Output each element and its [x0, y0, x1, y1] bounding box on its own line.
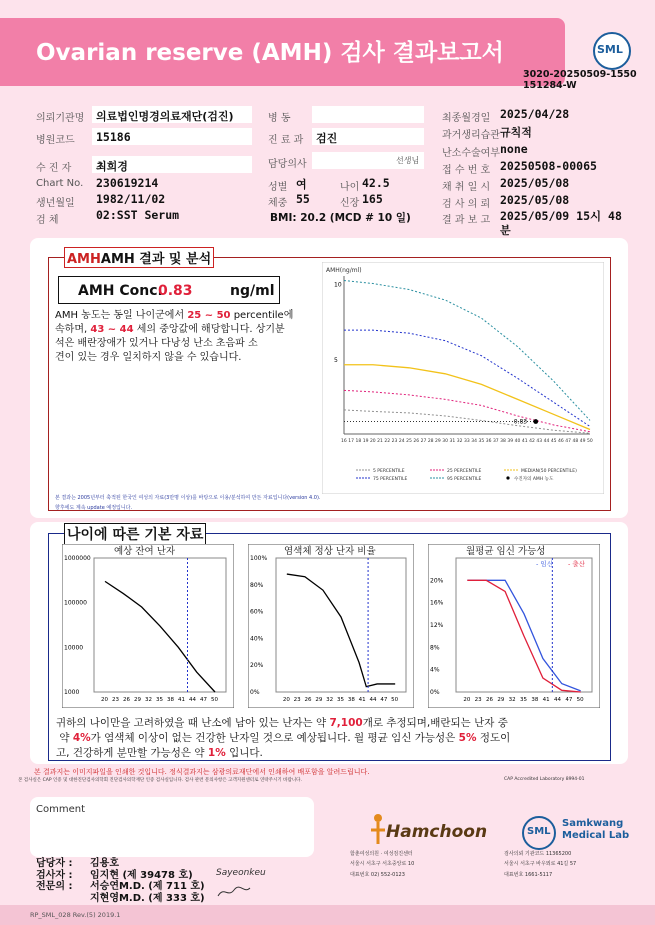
- preg-xtick-38: 38: [531, 697, 539, 703]
- lmp-value: 2025/04/28: [500, 107, 570, 121]
- chrom-xtick-32: 32: [326, 697, 334, 703]
- chrom-ytick-0: 0%: [250, 689, 260, 696]
- eggs-xtick-20: 20: [101, 697, 108, 703]
- specialist-label: 전문의 :: [36, 881, 73, 892]
- preg-xtick-41: 41: [542, 697, 550, 703]
- collect-label: 채 취 일 시: [442, 182, 491, 193]
- eggs-xtick-29: 29: [134, 697, 141, 703]
- amh-xtick-30: 30: [442, 439, 449, 444]
- amh-ytick-10: 10: [334, 281, 342, 289]
- contra-label: 난소수술여부: [442, 148, 500, 159]
- preg-ytick-0: 0%: [430, 689, 440, 696]
- document-number: 3020-20250509-1550 151284-W: [523, 69, 637, 91]
- preg-legend-pregnancy: - 임신: [536, 560, 553, 568]
- eggs-count: 7,100: [329, 717, 363, 729]
- receipt-value: 20250508-00065: [500, 159, 597, 173]
- dob-value: 1982/11/02: [96, 192, 166, 206]
- cycle-value: 규칙적: [500, 126, 532, 139]
- preg-xtick-50: 50: [576, 697, 584, 703]
- amh-xtick-23: 23: [391, 439, 398, 444]
- preg-legend-birth: - 출산: [568, 560, 585, 568]
- eggs-ytick-1: 10000: [64, 644, 84, 652]
- weight-value: 55: [296, 192, 310, 206]
- amh-chart-frame: [322, 262, 604, 494]
- amh-footnote-2: 향후에도 계속 update 예정입니다.: [55, 505, 133, 511]
- sml-footer-logo: SML: [527, 826, 551, 837]
- dob-label: 생년월일: [36, 198, 75, 209]
- chart-no-label: Chart No.: [36, 178, 84, 189]
- preg-xtick-23: 23: [474, 697, 482, 703]
- amh-xtick-16: 16: [341, 439, 347, 444]
- specimen-value: 02:SST Serum: [96, 208, 180, 222]
- chrom-xtick-35: 35: [337, 697, 344, 703]
- chrom-xtick-44: 44: [369, 697, 377, 703]
- manager-value: 김용호: [90, 858, 119, 869]
- amh-xtick-43: 43: [536, 439, 543, 444]
- preg-ytick-3: 12%: [430, 622, 444, 629]
- preg-xtick-29: 29: [497, 697, 505, 703]
- amh-xtick-19: 19: [362, 439, 369, 444]
- hamchoon-logo: Hamchoon: [386, 822, 488, 842]
- amh-xtick-49: 49: [579, 439, 586, 444]
- hospital-code-value: 15186: [96, 130, 131, 144]
- chrom-xtick-26: 26: [304, 697, 312, 703]
- basic-summary: 귀하의 나이만을 고려하였을 때 난소에 남아 있는 난자는 약 7,100개로 추정되며,배란되는 난자 중 약 4%가 염색체 이상이 없는 건강한 난자일 것으로 예상됩니다. 월 평균 임신 가능성은 5% 정도이 고, 건강하게 분만할 가능성은 약 1% 입니다.: [56, 717, 511, 759]
- height-value: 165: [362, 192, 383, 206]
- pregnancy-chance-chart: [428, 544, 600, 708]
- age-value: 42.5: [362, 176, 390, 190]
- amh-xtick-41: 41: [521, 439, 528, 444]
- eggs-ytick-0: 1000: [64, 689, 80, 696]
- ward-box: [312, 106, 424, 123]
- preg-xtick-26: 26: [486, 697, 493, 703]
- preg-xtick-20: 20: [463, 697, 471, 703]
- amh-xtick-42: 42: [529, 439, 535, 444]
- doctor-suffix: 선생님: [396, 156, 420, 165]
- amh-xtick-50: 50: [587, 439, 593, 444]
- eggs-frame: [62, 544, 234, 708]
- weight-label: 체중: [268, 198, 288, 209]
- accreditation-notice: 본 검사실은 CAP 인증 및 대한진단검사의학회 진단검사의학재단 인증 검사실입니다. 검사 관련 문의사항은 고객지원센터로 연락주시기 바랍니다.: [18, 778, 302, 783]
- amh-xtick-40: 40: [514, 439, 521, 444]
- receipt-label: 접 수 번 호: [442, 165, 491, 176]
- amh-footnote-1: 본 결과는 2005년부터 축적된 한국인 여성의 자료(3만명 이상)를 바탕으로 이용/분석하여 만든 자료입니다(version 4.0).: [55, 495, 321, 501]
- amh-xtick-38: 38: [500, 439, 506, 444]
- amh-xtick-37: 37: [492, 439, 499, 444]
- amh-xtick-44: 44: [543, 439, 550, 444]
- preg-xtick-32: 32: [508, 697, 516, 703]
- report-value-cont: 분: [500, 224, 511, 237]
- sml-line-3: 대표번호 1661-5117: [504, 872, 553, 878]
- amh-xtick-31: 31: [449, 439, 456, 444]
- amh-legend-marker: 수진자의 AMH 농도: [514, 477, 554, 482]
- signature-scribble-icon: [214, 884, 254, 900]
- amh-percentile-chart: [322, 262, 604, 494]
- eggs-xtick-26: 26: [123, 697, 130, 703]
- preg-frame: [428, 544, 600, 708]
- form-number: RP_SML_028 Rev.(5) 2019.1: [30, 911, 121, 919]
- amh-xtick-20: 20: [369, 439, 376, 444]
- age-label: 나이: [340, 182, 360, 193]
- test-value: 2025/05/08: [500, 193, 570, 207]
- amh-conc-unit: ng/ml: [230, 283, 275, 299]
- chrom-ytick-5: 100%: [250, 555, 268, 562]
- chrom-xtick-23: 23: [293, 697, 301, 703]
- birth-pct: 1%: [207, 747, 226, 759]
- amh-xtick-29: 29: [435, 439, 441, 444]
- tester-value: 임지현 (제 39478 호): [90, 870, 193, 881]
- cycle-label: 과거생리습관: [442, 130, 500, 141]
- eggs-xtick-41: 41: [178, 697, 185, 703]
- amh-ytick-5: 5: [334, 356, 338, 364]
- sex-value: 여: [296, 178, 307, 191]
- hamchoon-line-3: 대표번호 02) 552-0123: [350, 872, 405, 878]
- specimen-label: 검 체: [36, 215, 59, 226]
- amh-xtick-48: 48: [572, 439, 579, 444]
- amh-marker-point: [533, 419, 538, 424]
- preg-title: 월평균 임신 가능성: [466, 546, 546, 557]
- preg-ytick-4: 16%: [430, 599, 444, 607]
- sml-line-2: 서울시 서초구 바우뫼로 41길 57: [504, 861, 577, 867]
- ward-label: 병 동: [268, 113, 291, 124]
- amh-legend-0: 5 PERCENTILE: [373, 469, 405, 474]
- percentile-range: 25 ~ 50: [187, 310, 231, 321]
- institution-value: 의료법인명경의료재단(검진): [96, 110, 234, 123]
- eggs-xtick-50: 50: [211, 697, 218, 703]
- chrom-xtick-50: 50: [391, 697, 399, 703]
- sml-line-1: 검사의뢰 기관코드 11365200: [504, 851, 572, 857]
- amh-xtick-28: 28: [427, 439, 434, 444]
- eggs-xtick-35: 35: [156, 697, 163, 703]
- hamchoon-line-2: 서울시 서초구 서초중앙로 10: [350, 861, 415, 867]
- collect-value: 2025/05/08: [500, 176, 570, 190]
- normal-egg-ratio-chart: [248, 544, 414, 708]
- amh-xtick-18: 18: [355, 439, 362, 444]
- amh-conc-value: 0.83: [158, 283, 193, 299]
- chrom-xtick-41: 41: [358, 697, 366, 703]
- recipient-label: 수 진 자: [36, 163, 72, 174]
- test-label: 검 사 의 뢰: [442, 199, 491, 210]
- amh-xtick-32: 32: [456, 439, 463, 444]
- amh-conc-label: AMH Conc.: [78, 283, 163, 299]
- amh-xtick-33: 33: [464, 439, 470, 444]
- amh-xtick-25: 25: [406, 439, 412, 444]
- amh-xtick-17: 17: [348, 439, 354, 444]
- eggs-xtick-44: 44: [189, 697, 196, 703]
- preg-pct: 5%: [458, 732, 477, 744]
- amh-xtick-46: 46: [558, 439, 564, 444]
- chrom-xtick-38: 38: [347, 697, 355, 703]
- hospital-code-label: 병원코드: [36, 135, 75, 146]
- tester-label: 검사자 :: [36, 870, 73, 881]
- chrom-xtick-20: 20: [282, 697, 290, 703]
- chrom-ytick-2: 40%: [250, 635, 264, 643]
- eggs-title: 예상 잔여 난자: [114, 546, 176, 557]
- chrom-xtick-29: 29: [315, 697, 323, 703]
- contra-value: none: [500, 142, 528, 156]
- eggs-xtick-32: 32: [145, 697, 152, 703]
- dept-label: 진 료 과: [268, 135, 304, 146]
- cap-label: CAP Accredited Laboratory 8994-01: [504, 777, 585, 782]
- chrom-ytick-3: 60%: [250, 608, 264, 616]
- basic-section-title: 나이에 따른 기본 자료: [64, 523, 206, 545]
- signature: Sayeonkeu: [216, 868, 266, 878]
- comment-label: Comment: [36, 804, 85, 815]
- amh-xtick-45: 45: [550, 439, 557, 444]
- remaining-eggs-chart: [62, 544, 234, 708]
- amh-xtick-26: 26: [413, 439, 420, 444]
- eggs-xtick-23: 23: [112, 697, 119, 703]
- eggs-ytick-2: 100000: [64, 599, 87, 607]
- institution-label: 의뢰기관명: [36, 113, 85, 124]
- hamchoon-line-1: 함춘여성의원 · 여성검진센터: [350, 851, 413, 857]
- hamchoon-figure-icon: [368, 812, 388, 846]
- amh-marker-label: 0.83: [513, 418, 528, 426]
- amh-legend-3: 75 PERCENTILE: [373, 477, 408, 482]
- amh-xtick-47: 47: [565, 439, 572, 444]
- eggs-ytick-3: 1000000: [64, 555, 91, 562]
- amh-xtick-36: 36: [485, 439, 492, 444]
- lmp-label: 최종월경일: [442, 113, 491, 124]
- specialist-value-1: 서승연M.D. (제 711 호): [90, 881, 205, 892]
- preg-xtick-35: 35: [520, 697, 527, 703]
- preg-ytick-5: 20%: [430, 577, 444, 585]
- age-range: 43 ~ 44: [90, 324, 134, 335]
- dept-value: 검진: [316, 132, 338, 145]
- manager-label: 담당자 :: [36, 858, 73, 869]
- chrom-ytick-1: 20%: [250, 662, 264, 670]
- height-label: 신장: [340, 198, 360, 209]
- amh-xtick-22: 22: [384, 439, 391, 444]
- report-value: 2025/05/09 15시 48: [500, 209, 622, 223]
- print-notice: 본 결과지는 이미지파일을 인쇄한 것입니다. 정식결과지는 삼광의료재단에서 인쇄하여 배포함을 알려드립니다.: [34, 768, 370, 776]
- bmi-text: BMI: 20.2 (MCD # 10 일): [270, 212, 411, 224]
- preg-xtick-47: 47: [565, 697, 573, 703]
- specialist-value-2: 지현영M.D. (제 333 호): [90, 893, 205, 904]
- recipient-value: 최희경: [96, 160, 128, 173]
- eggs-xtick-47: 47: [200, 697, 207, 703]
- preg-ytick-2: 8%: [430, 644, 440, 652]
- chrom-xtick-47: 47: [380, 697, 388, 703]
- amh-interpretation: AMH 농도는 동일 나이군에서 25 ~ 50 percentile에 속하며, 43 ~ 44 세의 중앙값에 해당합니다. 상기분 석은 배란장애가 있거나 다낭성 난소 초음파 소 견이 있는 경우 일치하지 않을 수 있습니다.: [55, 310, 294, 363]
- amh-xtick-24: 24: [398, 439, 405, 444]
- amh-xtick-27: 27: [420, 439, 427, 444]
- doctor-label: 담당의사: [268, 159, 307, 170]
- amh-xtick-34: 34: [471, 439, 477, 444]
- sex-label: 성별: [268, 182, 288, 193]
- amh-xtick-35: 35: [478, 439, 485, 444]
- amh-legend-2: MEDIAN(50 PERCENTILE): [521, 469, 577, 474]
- amh-xtick-39: 39: [507, 439, 514, 444]
- chart-no-value: 230619214: [96, 176, 159, 190]
- report-title: Ovarian reserve (AMH) 검사 결과보고서: [36, 40, 504, 66]
- sml-name: Samkwang Medical Lab: [562, 818, 630, 841]
- chrom-title: 염색체 정상 난자 비율: [284, 546, 376, 557]
- amh-legend-4: 95 PERCENTILE: [447, 477, 482, 482]
- amh-y-label: AMH(ng/ml): [326, 267, 362, 274]
- amh-legend-1: 25 PERCENTILE: [447, 469, 482, 474]
- sml-logo-text: SML: [597, 43, 623, 56]
- report-label: 결 과 보 고: [442, 215, 491, 226]
- preg-xtick-44: 44: [554, 697, 561, 703]
- amh-legend-marker-dot: [506, 476, 509, 479]
- normal-pct: 4%: [72, 732, 91, 744]
- amh-section-title: AMHAMH 결과 및 분석: [64, 247, 214, 268]
- chrom-ytick-4: 80%: [250, 581, 264, 589]
- preg-ytick-1: 4%: [430, 666, 440, 674]
- amh-xtick-21: 21: [377, 439, 383, 444]
- eggs-xtick-38: 38: [167, 697, 174, 703]
